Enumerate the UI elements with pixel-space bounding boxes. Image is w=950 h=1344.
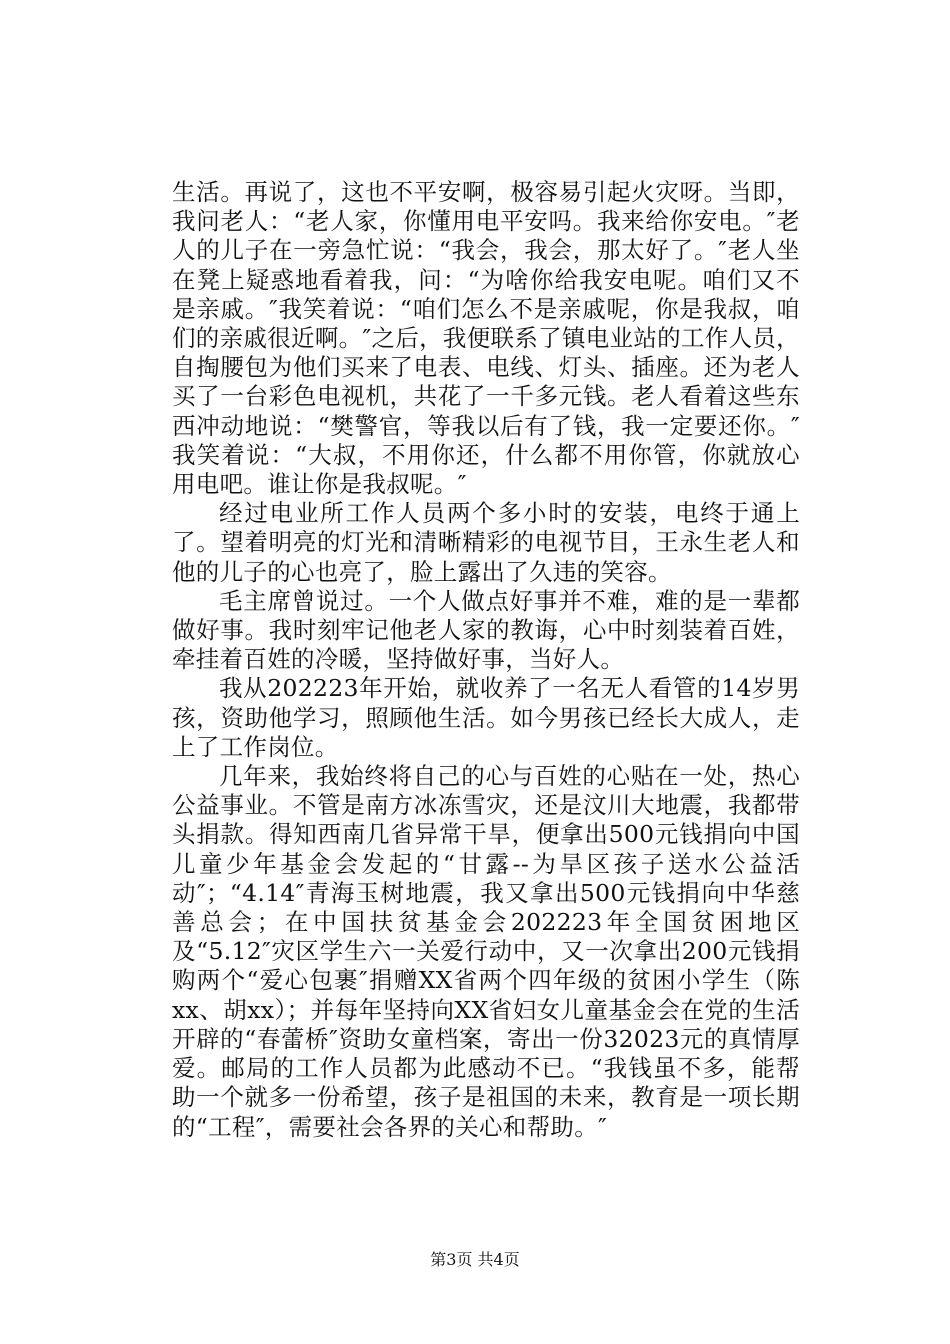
paragraph-5: 几年来，我始终将自己的心与百姓的心贴在一处，热心公益事业。不管是南方冰冻雪灾，还是汶川大地震，我都带头捐款。得知西南几省异常干旱，便拿出500元钱捐向中国儿童少年基金会发起的“甘露--为旱区孩子送水公益活动″；“4.14″青海玉树地震，我又拿出500元钱捐向中华慈善总会；在中国扶贫基金会202223年全国贫困地区及“5.12″灾区学生六一关爱行动中，又一次拿出200元钱捐购两个“爱心包裹″捐赠XX省两个四年级的贫困小学生（陈xx、胡xx）；并每年坚持向XX省妇女儿童基金会在党的生活开辟的“春蕾桥″资助女童档案，寄出一份32023元的真情厚爱。邮局的工作人员都为此感动不已。“我钱虽不多，能帮助一个就多一份希望，孩子是祖国的未来，教育是一项长期的“工程″，需要社会各界的关心和帮助。″ [172,762,800,1141]
paragraph-2: 经过电业所工作人员两个多小时的安装，电终于通上了。望着明亮的灯光和清晰精彩的电视节目，王永生老人和他的儿子的心也亮了，脸上露出了久违的笑容。 [172,499,800,586]
paragraph-1: 生活。再说了，这也不平安啊，极容易引起火灾呀。当即，我问老人：“老人家，你懂用电平安吗。我来给你安电。″老人的儿子在一旁急忙说：“我会，我会，那太好了。″老人坐在凳上疑惑地看着我，问：“为啥你给我安电呢。咱们又不是亲戚。″我笑着说：“咱们怎么不是亲戚呢，你是我叔，咱们的亲戚很近啊。″之后，我便联系了镇电业站的工作人员，自掏腰包为他们买来了电表、电线、灯头、插座。还为老人买了一台彩色电视机，共花了一千多元钱。老人看着这些东西冲动地说：“樊警官，等我以后有了钱，我一定要还你。″我笑着说：“大叔，不用你还，什么都不用你管，你就放心用电吧。谁让你是我叔呢。″ [172,178,800,499]
page-footer: 第3页 共4页 [430,1250,520,1269]
paragraph-4: 我从202223年开始，就收养了一名无人看管的14岁男孩，资助他学习，照顾他生活。如今男孩已经长大成人，走上了工作岗位。 [172,674,800,761]
body-text [172,178,800,1142]
paragraph-3: 毛主席曾说过。一个人做点好事并不难，难的是一辈都做好事。我时刻牢记他老人家的教诲，心中时刻装着百姓，牵挂着百姓的冷暖，坚持做好事，当好人。 [172,586,800,674]
